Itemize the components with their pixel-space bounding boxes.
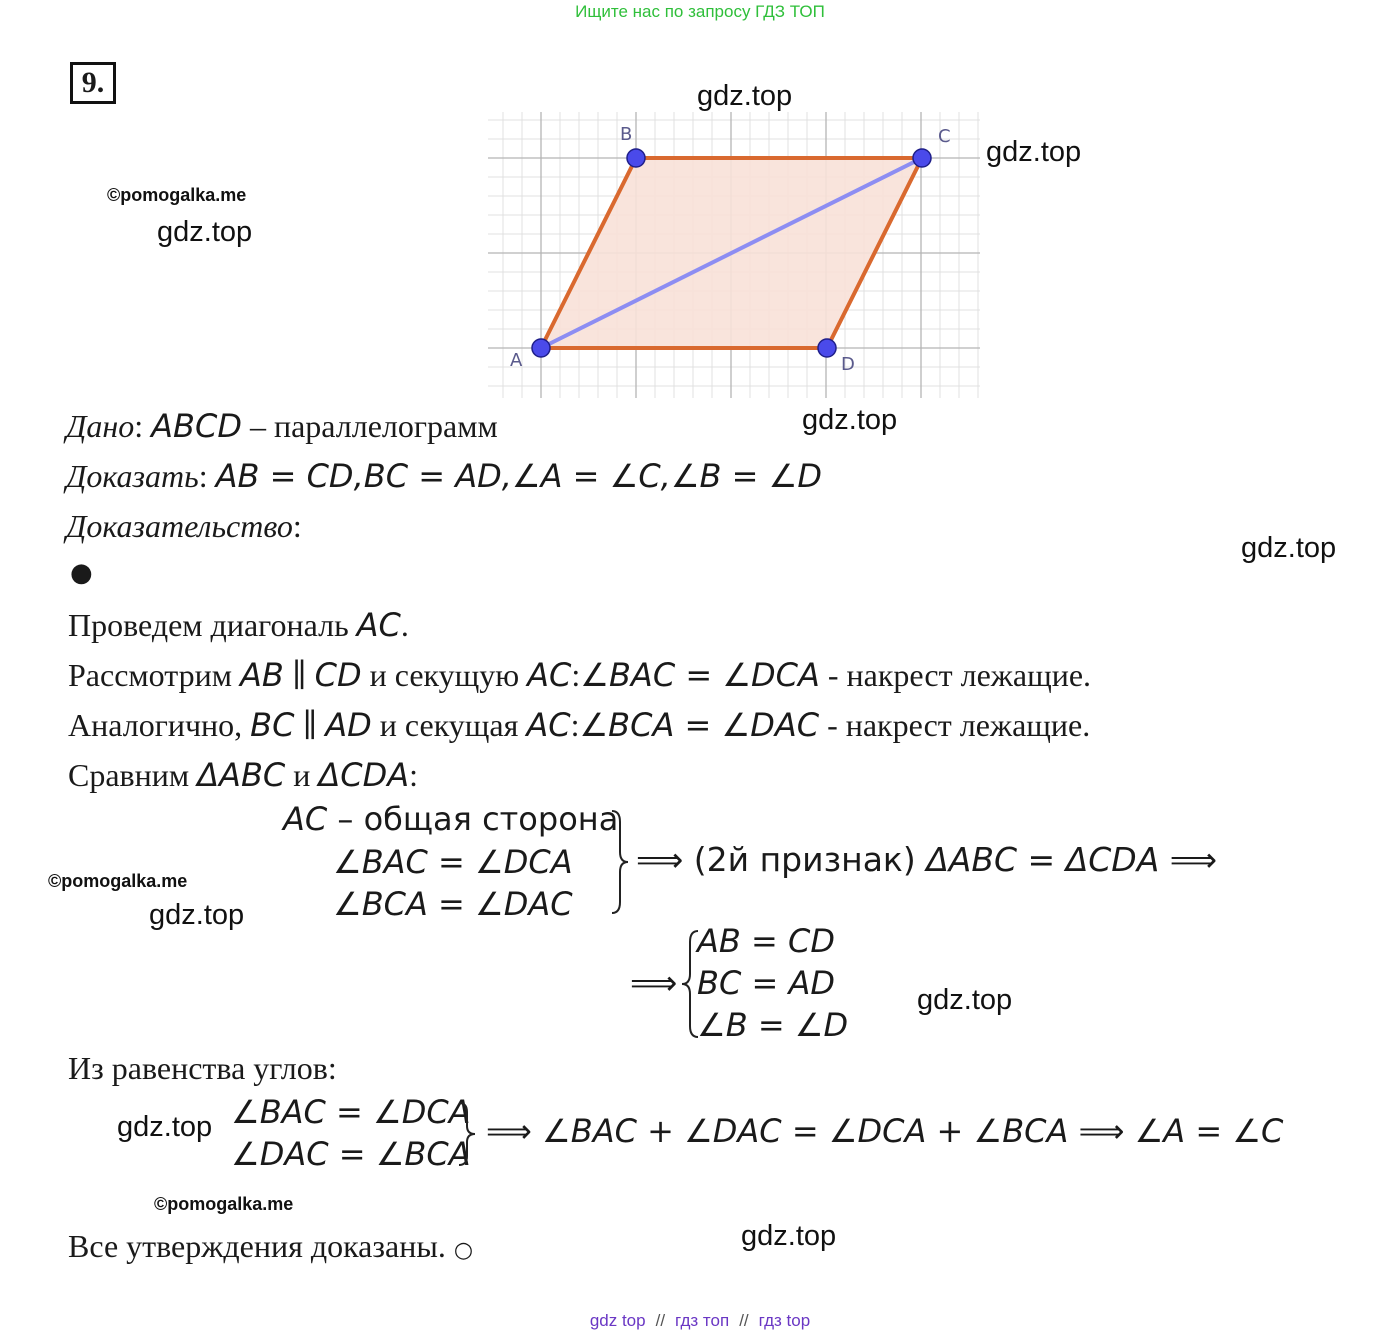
implies-arrow: ⟹ xyxy=(636,840,684,879)
system-2-line-2: BC = AD xyxy=(697,964,835,1002)
label-d: D xyxy=(841,354,855,375)
step-3 xyxy=(68,705,1090,745)
system-1-expr: AC xyxy=(283,800,328,838)
watermark: gdz.top xyxy=(157,216,253,248)
step-2-colon: : xyxy=(571,657,581,693)
footer-separator: // xyxy=(739,1311,749,1330)
vertex-c xyxy=(913,149,931,167)
system-1-line-1 xyxy=(283,800,618,838)
angles-result: ⟹ ∠BAC + ∠DAC = ∠DCA + ∠BCA ⟹ ∠A = ∠C xyxy=(486,1112,1284,1150)
step-2-expr: CD xyxy=(314,656,362,694)
copyright-watermark: ©pomogalka.me xyxy=(154,1194,294,1214)
watermark: gdz.top xyxy=(917,984,1013,1016)
step-3-text: - накрест лежащие. xyxy=(819,707,1091,743)
angles-intro: Из равенства углов: xyxy=(68,1050,337,1086)
footer-link[interactable]: гдз топ xyxy=(675,1311,730,1330)
conclusion-text: Все утверждения доказаны. xyxy=(68,1228,446,1264)
prove-line xyxy=(66,456,822,496)
proof-label-colon: : xyxy=(292,508,302,544)
system-1-result-expr: ΔABC = ΔCDA xyxy=(926,840,1160,879)
proof-label: Доказательство xyxy=(66,508,293,544)
system-2-line-1: AB = CD xyxy=(697,922,835,960)
step-3-expr: AC xyxy=(526,706,571,744)
step-4-expr: ΔCDA xyxy=(318,756,410,794)
watermark: gdz.top xyxy=(802,404,898,436)
watermark: gdz.top xyxy=(117,1111,213,1143)
step-2-parallel: ∥ xyxy=(283,657,315,693)
step-3-text: Аналогично, xyxy=(68,707,251,743)
vertex-a xyxy=(532,339,550,357)
watermark: gdz.top xyxy=(741,1220,837,1252)
given-colon: : xyxy=(134,408,144,444)
system-1-line-3: ∠BCA = ∠DAC xyxy=(333,885,573,923)
problem-number-badge: 9. xyxy=(70,62,116,104)
watermark: gdz.top xyxy=(149,899,245,931)
label-c: C xyxy=(938,126,951,147)
step-2 xyxy=(68,655,1091,695)
label-a: A xyxy=(510,350,523,371)
system-1-result-text: (2й признак) xyxy=(683,840,927,879)
step-4-text: и xyxy=(285,757,319,793)
footer-separator: // xyxy=(655,1311,666,1330)
watermark: gdz.top xyxy=(1241,532,1337,564)
implies-arrow: ⟹ xyxy=(630,963,678,1002)
step-2-text: - накрест лежащие. xyxy=(819,657,1092,693)
step-4-expr: ΔABC xyxy=(197,756,286,794)
conclusion xyxy=(68,1226,473,1271)
step-3-text: и секущая xyxy=(371,707,527,743)
prove-expr: AB = CD,BC = AD,∠A = ∠C,∠B = ∠D xyxy=(215,457,822,495)
step-2-expr: ∠BAC = ∠DCA xyxy=(580,656,820,694)
vertex-d xyxy=(818,339,836,357)
step-2-text: Рассмотрим xyxy=(68,657,240,693)
step-3-colon: : xyxy=(570,707,580,743)
step-4-text: Сравним xyxy=(68,757,198,793)
implies-arrow: ⟹ xyxy=(1159,840,1218,879)
given-text: – параллелограмм xyxy=(241,408,498,444)
prove-colon: : xyxy=(198,458,208,494)
step-1-expr: AC xyxy=(356,606,401,644)
bullet-marker: ● xyxy=(70,558,93,588)
watermark: gdz.top xyxy=(986,136,1082,168)
system-1-text: – общая сторона xyxy=(327,800,619,838)
right-brace xyxy=(455,1100,479,1168)
step-1-text: Проведем диагональ xyxy=(68,607,357,643)
footer-link[interactable]: гдз top xyxy=(758,1311,811,1330)
angles-line-2: ∠DAC = ∠BCA xyxy=(231,1135,471,1173)
step-2-text: и секущую xyxy=(361,657,528,693)
watermark: gdz.top xyxy=(697,80,793,112)
given-label: Дано xyxy=(66,408,135,444)
step-1-end: . xyxy=(400,607,409,643)
proof-label-line xyxy=(66,506,302,546)
given-line xyxy=(66,406,498,446)
step-2-expr: AC xyxy=(527,656,572,694)
system-1-result xyxy=(636,840,1217,879)
end-of-proof-mark: ○ xyxy=(453,1238,474,1263)
step-3-parallel: ∥ xyxy=(294,707,326,743)
step-3-expr: AD xyxy=(325,706,372,744)
right-brace xyxy=(608,808,634,916)
step-1 xyxy=(68,605,409,645)
system-1-line-2: ∠BAC = ∠DCA xyxy=(333,843,573,881)
step-3-expr: BC xyxy=(250,706,295,744)
copyright-watermark: ©pomogalka.me xyxy=(107,185,247,205)
label-b: B xyxy=(620,124,633,145)
prove-label: Доказать xyxy=(66,458,199,494)
copyright-watermark: ©pomogalka.me xyxy=(48,871,188,891)
parallelogram-diagram xyxy=(488,112,980,398)
top-banner-text[interactable]: Ищите нас по запросу ГДЗ ТОП xyxy=(575,2,825,21)
step-4-end: : xyxy=(409,757,419,793)
given-expr: ABCD xyxy=(151,407,242,445)
system-2-line-3: ∠B = ∠D xyxy=(697,1006,849,1044)
angles-line-1: ∠BAC = ∠DCA xyxy=(231,1093,471,1131)
footer-links xyxy=(0,1311,1400,1331)
footer-link[interactable]: gdz top xyxy=(589,1311,646,1330)
top-banner[interactable] xyxy=(0,2,1400,22)
step-3-expr: ∠BCA = ∠DAC xyxy=(579,706,820,744)
step-4 xyxy=(68,755,418,795)
vertex-b xyxy=(627,149,645,167)
step-2-expr: AB xyxy=(239,656,284,694)
